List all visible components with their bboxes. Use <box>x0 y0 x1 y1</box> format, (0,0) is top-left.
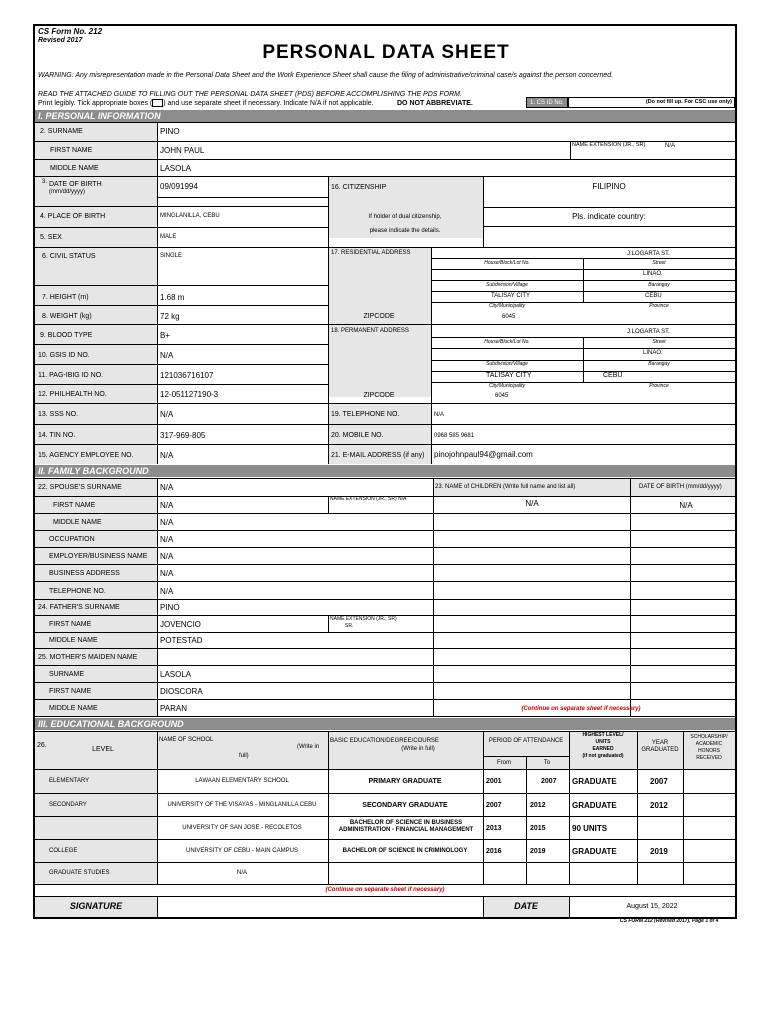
res-city-caption: City/Municipality <box>488 303 526 309</box>
occupation-value[interactable]: N/A <box>160 535 174 544</box>
education-course[interactable]: SECONDARY GRADUATE <box>362 802 448 809</box>
spouse-surname-value[interactable]: N/A <box>160 483 174 492</box>
page-title: PERSONAL DATA SHEET <box>262 42 510 63</box>
education-year[interactable]: 2007 <box>650 777 668 786</box>
units-header-2: UNITS <box>595 739 611 745</box>
period-from-header: From <box>497 760 511 766</box>
section-family-background: II. FAMILY BACKGROUND <box>35 465 735 477</box>
mother-surname-label: SURNAME <box>49 671 85 678</box>
middle-name-label: MIDDLE NAME <box>50 165 99 172</box>
spouse-telephone-value[interactable]: N/A <box>160 587 174 596</box>
education-course[interactable]: BACHELOR OF SCIENCE IN CRIMINOLOGY <box>342 848 468 854</box>
do-not-abbreviate: DO NOT ABBREVIATE. <box>397 100 473 107</box>
form-revision: Revised 2017 <box>38 37 83 44</box>
telephone-label: 19. TELEPHONE NO. <box>331 411 400 418</box>
spouse-middle-name-label: MIDDLE NAME <box>53 519 102 526</box>
education-level: COLLEGE <box>49 848 78 854</box>
address-label-cell <box>328 247 431 397</box>
education-school[interactable]: UNIVERSITY OF SAN JOSE - RECOLETOS <box>182 825 302 831</box>
instructions <box>38 99 374 107</box>
education-from[interactable]: 2007 <box>486 802 502 809</box>
education-school[interactable]: N/A <box>236 870 248 876</box>
signature-label: SIGNATURE <box>69 901 123 911</box>
residential-address-label: 17. RESIDENTIAL ADDRESS <box>331 250 411 256</box>
tick-box[interactable] <box>152 99 163 107</box>
spouse-first-name-label: FIRST NAME <box>53 502 96 509</box>
education-year[interactable]: 2012 <box>650 801 668 810</box>
perm-city-caption: City/Municipality <box>488 383 526 389</box>
education-header-row <box>35 731 735 769</box>
sss-value[interactable]: N/A <box>160 410 174 419</box>
mobile-label: 20. MOBILE NO. <box>331 432 384 439</box>
perm-subdivision-caption: Subdivision/Village <box>486 361 528 367</box>
first-name-label: FIRST NAME <box>50 147 93 154</box>
gsis-value[interactable]: N/A <box>160 351 174 360</box>
education-units[interactable]: GRADUATE <box>572 777 617 786</box>
education-from[interactable]: 2001 <box>486 778 502 785</box>
first-name-value[interactable]: JOHN PAUL <box>160 146 205 155</box>
school-write-in: (Write in <box>297 744 320 750</box>
education-course[interactable]: PRIMARY GRADUATE <box>368 778 442 785</box>
sex-label: 5. SEX <box>40 234 62 241</box>
philhealth-label: 12. PHILHEALTH NO. <box>38 391 107 398</box>
employer-value[interactable]: N/A <box>160 552 174 561</box>
honors-header-1: SCHOLARSHIP/ <box>690 734 728 740</box>
weight-label: 8. WEIGHT (kg) <box>42 313 92 320</box>
form-number: CS Form No. 212 <box>38 27 103 36</box>
education-from[interactable]: 2016 <box>486 848 502 855</box>
date-value[interactable]: August 15, 2022 <box>626 903 678 910</box>
honors-header-2: ACADEMIC <box>695 741 723 747</box>
units-header-4: (if not graduated) <box>582 753 624 759</box>
mother-first-name-label: FIRST NAME <box>49 688 92 695</box>
mother-maiden-name-label: 25. MOTHER'S MAIDEN NAME <box>38 654 138 661</box>
father-name-extension-value[interactable]: SR. <box>345 623 354 629</box>
csc-use-note: (Do not fill up. For CSC use only) <box>645 99 732 105</box>
pagibig-value[interactable]: 121036716107 <box>160 371 214 380</box>
perm-province-value[interactable]: CEBU <box>603 372 623 379</box>
tin-value[interactable]: 317-969-805 <box>160 431 206 440</box>
mother-middle-name-label: MIDDLE NAME <box>49 705 98 712</box>
father-name-extension-label: NAME EXTENSION (JR., SR) <box>330 616 397 622</box>
indicate-country: Pls. indicate country: <box>572 212 646 221</box>
cs-id-label-box <box>526 97 568 108</box>
spouse-first-name-value[interactable]: N/A <box>160 501 174 510</box>
res-province-caption: Province <box>649 303 669 309</box>
education-units[interactable]: GRADUATE <box>572 801 617 810</box>
perm-house-caption: House/Block/Lot No. <box>484 339 530 345</box>
education-school[interactable]: UNIVERSITY OF THE VISAYAS - MINGLANILLA CEBU <box>167 802 317 808</box>
dob-value[interactable]: 09/091994 <box>160 182 198 191</box>
warning-text: WARNING: Any misrepresentation made in the Personal Data Sheet and the Work Experience Sheet shall cause the filing of administrative/criminal case/s against the person concerned. <box>38 72 614 79</box>
perm-zipcode-value[interactable]: 6045 <box>495 393 509 399</box>
education-continue-note: (Continue on separate sheet if necessary) <box>325 887 445 893</box>
email-label: 21. E-MAIL ADDRESS (if any) <box>331 452 425 459</box>
blood-type-value[interactable]: B+ <box>160 331 171 340</box>
employer-label: EMPLOYER/BUSINESS NAME <box>49 553 148 560</box>
perm-province-caption: Province <box>649 383 669 389</box>
education-level-column <box>35 769 157 884</box>
name-extension-label: NAME EXTENSION (JR., SR) <box>572 142 646 148</box>
education-units[interactable]: 90 UNITS <box>572 824 608 833</box>
telephone-value[interactable]: N/A <box>434 412 445 418</box>
father-surname-value[interactable]: PINO <box>160 603 180 612</box>
cs-id-field <box>568 97 735 108</box>
spouse-surname-label: 22. SPOUSE'S SURNAME <box>38 484 122 491</box>
res-street-value[interactable]: J.LOGARTA ST. <box>627 251 670 257</box>
mobile-value[interactable]: 0968 585 9681 <box>434 433 475 439</box>
spouse-middle-name-value[interactable]: N/A <box>160 518 174 527</box>
school-header: NAME OF SCHOOL <box>159 737 214 743</box>
honors-header-4: RECEIVED <box>696 755 722 761</box>
res-zipcode-label: ZIPCODE <box>363 313 395 320</box>
blood-type-label: 9. BLOOD TYPE <box>40 332 93 339</box>
form-footer: CS FORM 212 (Revised 2017), Page 1 of 4 <box>620 918 719 924</box>
business-address-value[interactable]: N/A <box>160 569 174 578</box>
place-of-birth-value[interactable]: MINGLANILLA, CEBU <box>160 213 220 219</box>
citizenship-label: 16. CITIZENSHIP <box>331 184 387 191</box>
children-dob-value[interactable]: N/A <box>679 501 693 510</box>
spouse-name-extension-label: NAME EXTENSION (JR., SR) N/A <box>330 496 407 502</box>
education-course[interactable]: BACHELOR OF SCIENCE IN BUSINESS ADMINISTRATION - FINANCIAL MANAGEMENT <box>338 820 474 833</box>
children-value[interactable]: N/A <box>525 499 539 508</box>
cs-id-label: 1. CS ID No. <box>530 100 564 106</box>
period-header: PERIOD OF ATTENDANCE <box>488 738 564 744</box>
pagibig-label: 11. PAG-IBIG ID NO. <box>38 372 104 379</box>
civil-status-label: 6. CIVIL STATUS <box>42 253 96 260</box>
course-write-in: (Write in full) <box>401 746 435 752</box>
dob-format: (mm/dd/yyyy) <box>49 189 85 195</box>
education-from[interactable]: 2013 <box>486 825 502 832</box>
occupation-label: OCCUPATION <box>49 536 95 543</box>
surname-value[interactable]: PINO <box>160 127 180 136</box>
civil-status-value[interactable]: SINGLE <box>160 253 183 259</box>
res-subdivision-caption: Subdivision/Village <box>486 282 528 288</box>
perm-city-value[interactable]: TALISAY CITY <box>486 372 532 379</box>
education-to[interactable]: 2015 <box>530 825 546 832</box>
education-to[interactable]: 2007 <box>541 778 557 785</box>
father-first-name-value[interactable]: JOVENCIO <box>160 620 201 629</box>
perm-street-value[interactable]: J.LOGARTA ST. <box>627 329 670 335</box>
education-school[interactable]: UNIVERSITY OF CEBU - MAIN CAMPUS <box>186 848 298 854</box>
permanent-address-label: 18. PERMANENT ADDRESS <box>331 328 409 334</box>
gsis-label: 10. GSIS ID NO. <box>38 352 90 359</box>
tin-label: 14. TIN NO. <box>38 432 76 439</box>
signature-field[interactable] <box>158 897 483 917</box>
education-to[interactable]: 2019 <box>530 848 546 855</box>
name-extension-value[interactable]: N/A <box>665 143 676 149</box>
father-middle-name-label: MIDDLE NAME <box>49 637 98 644</box>
father-surname-label: 24. FATHER'S SURNAME <box>38 604 120 611</box>
school-full: full) <box>239 753 249 759</box>
dual-citizenship-note-2: please indicate the details. <box>369 228 441 234</box>
date-label: DATE <box>514 901 538 911</box>
child-dob-label: DATE OF BIRTH (mm/dd/yyyy) <box>639 484 722 490</box>
agency-employee-label: 15. AGENCY EMPLOYEE NO. <box>38 452 134 459</box>
education-school[interactable]: LAWAAN ELEMENTARY SCHOOL <box>195 778 289 784</box>
pds-form <box>33 24 737 919</box>
mother-middle-name-value[interactable]: PARAN <box>160 704 187 713</box>
units-header-1: HIGHEST LEVEL/ <box>582 732 624 738</box>
res-street-caption: Street <box>652 260 666 266</box>
middle-name-value[interactable]: LASOLA <box>160 164 192 173</box>
sss-label: 13. SSS NO. <box>38 411 79 418</box>
perm-barangay-caption: Barangay <box>648 361 670 367</box>
father-first-name-label: FIRST NAME <box>49 621 92 628</box>
height-label: 7. HEIGHT (m) <box>42 294 89 301</box>
children-label: 23. NAME of CHILDREN (Write full name and list all) <box>435 484 576 490</box>
instructions-part-a: Print legibly. Tick appropriate boxes ( <box>38 99 153 107</box>
education-number: 26. <box>37 742 47 749</box>
course-header: BASIC EDUCATION/DEGREE/COURSE <box>330 738 439 744</box>
philhealth-value[interactable]: 12-051127190-3 <box>160 390 219 399</box>
dob-label: DATE OF BIRTH <box>49 181 102 188</box>
dob-number: 3. <box>42 179 48 185</box>
units-header-3: EARNED <box>592 746 614 752</box>
year-graduated-header-2: GRADUATED <box>641 747 679 753</box>
education-level: ELEMENTARY <box>49 778 90 784</box>
agency-employee-value[interactable]: N/A <box>160 451 174 460</box>
res-city-value[interactable]: TALISAY CITY <box>491 293 531 299</box>
res-house-caption: House/Block/Lot No. <box>484 260 530 266</box>
guide-text: READ THE ATTACHED GUIDE TO FILLING OUT THE PERSONAL DATA SHEET (PDS) BEFORE ACCOMPLISHING THE PDS FORM. <box>38 91 462 98</box>
mother-surname-value[interactable]: LASOLA <box>160 670 192 679</box>
mother-first-name-value[interactable]: DIOSCORA <box>160 687 203 696</box>
honors-header-3: HONORS <box>698 748 720 754</box>
perm-zipcode-label: ZIPCODE <box>363 392 395 399</box>
weight-value[interactable]: 72 kg <box>160 312 180 321</box>
res-zipcode-value[interactable]: 6045 <box>502 314 516 320</box>
dual-citizenship-note-1: If holder of dual citizenship, <box>368 214 442 220</box>
education-level: GRADUATE STUDIES <box>49 870 110 876</box>
res-province-value[interactable]: CEBU <box>645 293 662 299</box>
spouse-telephone-label: TELEPHONE NO. <box>49 588 106 595</box>
father-middle-name-value[interactable]: POTESTAD <box>160 636 203 645</box>
res-barangay-value[interactable]: LINAO. <box>643 271 663 277</box>
education-year[interactable]: 2019 <box>650 847 668 856</box>
year-graduated-header-1: YEAR <box>651 740 669 746</box>
education-level: SECONDARY <box>49 802 87 808</box>
period-to-header: To <box>543 760 551 766</box>
email-value[interactable]: pinojohnpaul94@gmail.com <box>434 450 533 459</box>
height-value[interactable]: 1.68 m <box>160 293 185 302</box>
perm-street-caption: Street <box>652 339 666 345</box>
surname-label: 2. SURNAME <box>40 128 83 135</box>
family-continue-note: (Continue on separate sheet if necessary) <box>521 706 641 712</box>
res-barangay-caption: Barangay <box>648 282 670 288</box>
section-personal-information: I. PERSONAL INFORMATION <box>35 110 735 122</box>
citizenship-value[interactable]: FILIPINO <box>592 182 626 191</box>
education-to[interactable]: 2012 <box>530 802 546 809</box>
level-header: LEVEL <box>92 746 114 753</box>
business-address-label: BUSINESS ADDRESS <box>49 570 120 577</box>
section-educational-background: III. EDUCATIONAL BACKGROUND <box>35 718 735 730</box>
place-of-birth-label: 4. PLACE OF BIRTH <box>40 213 106 220</box>
instructions-part-b: ) and use separate sheet if necessary. Indicate N/A if not applicable. <box>163 99 374 107</box>
sex-value[interactable]: MALE <box>160 234 177 240</box>
education-units[interactable]: GRADUATE <box>572 847 617 856</box>
perm-barangay-value[interactable]: LINAO. <box>643 350 663 356</box>
